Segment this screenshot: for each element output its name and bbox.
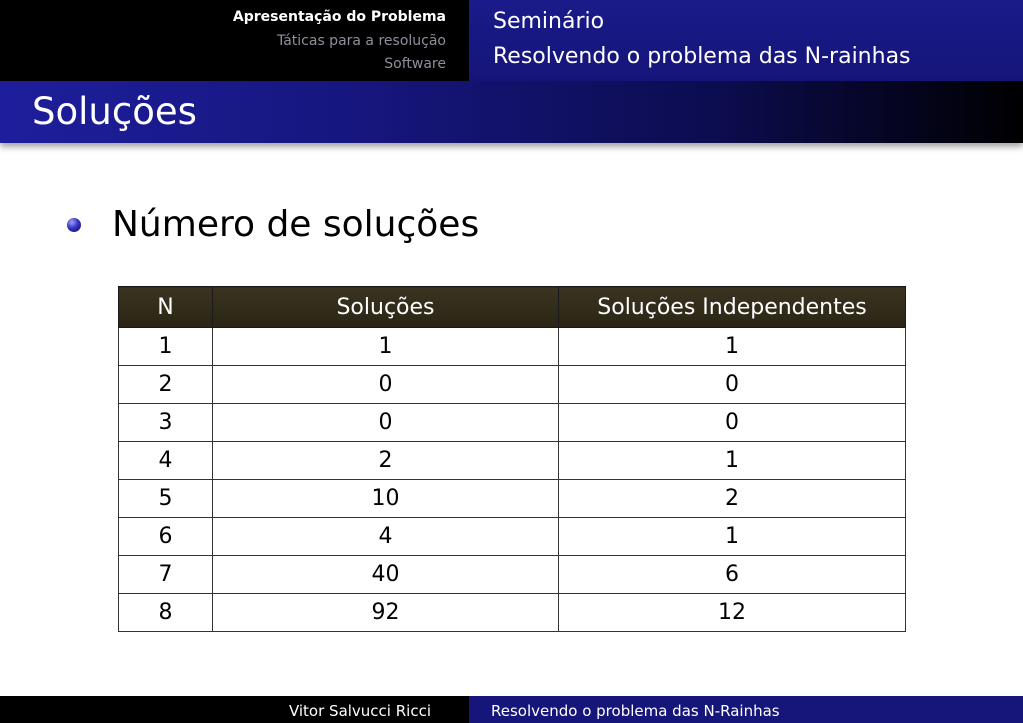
table-row (119, 328, 906, 366)
cell-independent: 1 (559, 442, 906, 480)
cell-independent: 2 (559, 480, 906, 518)
cell-n: 4 (119, 442, 213, 480)
slide-title-bar (0, 81, 1023, 143)
cell-independent: 0 (559, 404, 906, 442)
table-row (119, 480, 906, 518)
table-row (119, 518, 906, 556)
column-header-solutions: Soluções (213, 287, 559, 328)
bullet-icon (67, 218, 81, 232)
header-section-nav (0, 0, 469, 81)
table-row (119, 556, 906, 594)
cell-independent: 0 (559, 366, 906, 404)
nav-section-active[interactable]: Apresentação do Problema (232, 9, 446, 25)
cell-solutions: 92 (213, 594, 559, 632)
table-row (119, 366, 906, 404)
footer-title-bar (469, 696, 1023, 723)
cell-solutions: 40 (213, 556, 559, 594)
cell-n: 8 (119, 594, 213, 632)
nav-section[interactable]: Táticas para a resolução (276, 33, 446, 49)
cell-solutions: 2 (213, 442, 559, 480)
presentation-title-line1: Seminário (493, 9, 605, 34)
column-header-n: N (119, 287, 213, 328)
cell-solutions: 4 (213, 518, 559, 556)
cell-independent: 12 (559, 594, 906, 632)
cell-n: 5 (119, 480, 213, 518)
table-row (119, 404, 906, 442)
cell-independent: 1 (559, 518, 906, 556)
cell-solutions: 1 (213, 328, 559, 366)
cell-independent: 1 (559, 328, 906, 366)
header-presentation-title (469, 0, 1023, 81)
footer-title: Resolvendo o problema das N-Rainhas (491, 702, 780, 720)
cell-n: 2 (119, 366, 213, 404)
footer-author-bar (0, 696, 469, 723)
slide-title: Soluções (32, 90, 197, 133)
table-row (119, 442, 906, 480)
nav-section[interactable]: Software (384, 56, 446, 72)
cell-n: 6 (119, 518, 213, 556)
table-row (119, 594, 906, 632)
table-header-row (119, 287, 906, 328)
cell-n: 3 (119, 404, 213, 442)
cell-n: 7 (119, 556, 213, 594)
cell-n: 1 (119, 328, 213, 366)
cell-solutions: 0 (213, 404, 559, 442)
bullet-text: Número de soluções (112, 204, 480, 245)
footer-author: Vitor Salvucci Ricci (288, 702, 431, 720)
cell-solutions: 10 (213, 480, 559, 518)
column-header-independent: Soluções Independentes (559, 287, 906, 328)
solutions-table (118, 286, 906, 632)
presentation-title-line2: Resolvendo o problema das N-rainhas (493, 44, 911, 69)
cell-solutions: 0 (213, 366, 559, 404)
cell-independent: 6 (559, 556, 906, 594)
